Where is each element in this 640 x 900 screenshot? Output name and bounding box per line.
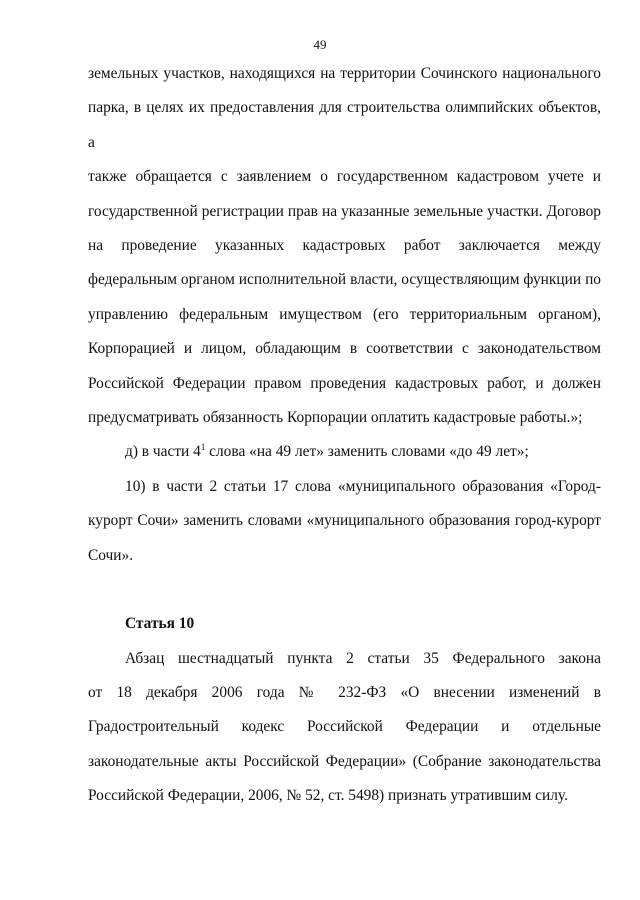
document-body xyxy=(88,57,601,814)
paragraph-3 xyxy=(88,470,601,573)
text-line: также обращается с заявлением о государственном кадастровом учете и xyxy=(88,168,601,186)
text-line: законодательные акты Российской Федерации» (Собрание законодательства xyxy=(88,752,601,770)
paragraph-1 xyxy=(88,57,601,435)
text-line: от 18 декабря 2006 года № 232-ФЗ «О внесении изменений в xyxy=(88,683,601,701)
text-line: Абзац шестнадцатый пункта 2 статьи 35 Федерального закона xyxy=(125,649,601,667)
paragraph-2-start: д) в части 4 xyxy=(125,443,201,461)
text-line: курорт Сочи» заменить словами «муниципального образования город-курорт xyxy=(88,512,601,530)
text-line: Сочи». xyxy=(88,546,134,564)
text-line: земельных участков, находящихся на территории Сочинского национального xyxy=(88,65,601,82)
text-line: предусматривать обязанность Корпорации оплатить кадастровые работы.»; xyxy=(88,409,583,427)
text-line: парка, в целях их предоставления для строительства олимпийских объектов, а xyxy=(88,99,601,151)
superscript: 1 xyxy=(200,442,206,453)
text-line: управлению федеральным имуществом (его территориальным органом), xyxy=(88,305,601,323)
paragraph-2-end: слова «на 49 лет» заменить словами «до 49 лет»; xyxy=(205,443,529,461)
paragraph-2 xyxy=(88,435,601,469)
paragraph-4 xyxy=(88,642,601,814)
text-line: Градостроительный кодекс Российской Федерации и отдельные xyxy=(88,718,601,736)
text-line: государственной регистрации прав на указанные земельные участки. Договор xyxy=(88,202,601,220)
text-line: Российской Федерации правом проведения кадастровых работ, и должен xyxy=(88,374,601,392)
text-line: на проведение указанных кадастровых работ заключается между xyxy=(88,237,601,255)
text-line: Российской Федерации, 2006, № 52, ст. 5498) признать утратившим силу. xyxy=(88,787,568,805)
text-line: 10) в части 2 статьи 17 слова «муниципального образования «Город- xyxy=(125,477,601,495)
article-heading: Статья 10 xyxy=(125,615,195,633)
text-line: Корпорацией и лицом, обладающим в соответствии с законодательством xyxy=(88,340,601,358)
page-number: 49 xyxy=(313,37,327,52)
text-line: федеральным органом исполнительной власти, осуществляющим функции по xyxy=(88,271,601,289)
